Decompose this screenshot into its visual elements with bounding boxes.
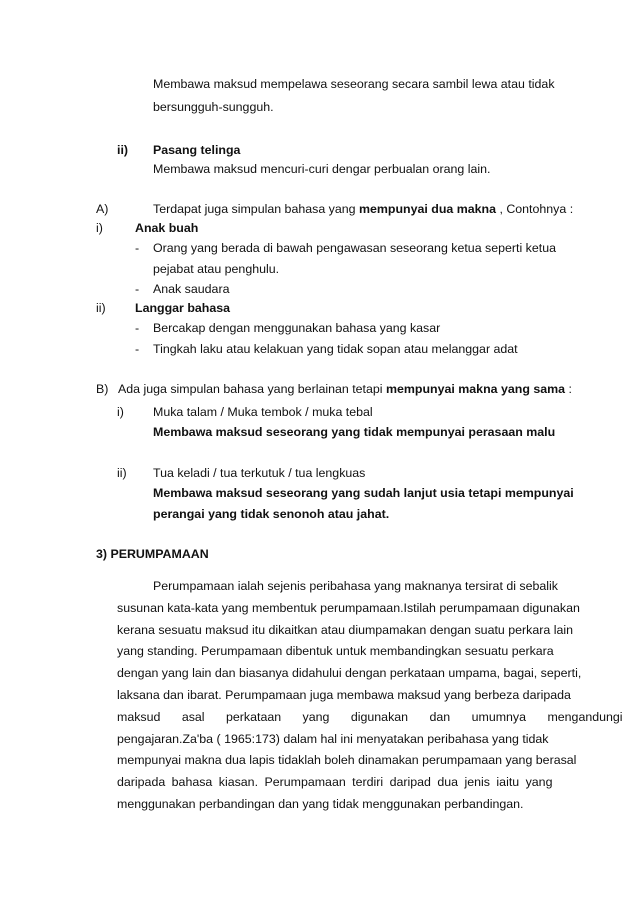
item-title: Muka talam / Muka tembok / muka tebal: [153, 405, 373, 419]
bullet-line: [153, 240, 559, 256]
paragraph-line: maksud asal perkataan yang digunakan dan umumnya mengandungi: [117, 710, 623, 724]
item-meaning: [153, 485, 574, 501]
bullet-line: Bercakap dengan menggunakan bahasa yang kasar: [153, 321, 441, 335]
bullet-line: pejabat atau penghulu.: [153, 262, 280, 276]
section-a-text: Terdapat juga simpulan bahasa yang: [153, 202, 359, 216]
item-marker: i): [117, 405, 124, 419]
paragraph-line: laksana dan ibarat. Perumpamaan juga membawa maksud yang berbeza daripada: [117, 688, 571, 702]
paragraph-line: daripada bahasa kiasan. Perumpamaan terdiri daripad dua jenis iaitu yang: [117, 775, 553, 789]
item-marker: i): [96, 221, 103, 235]
bullet-line: Anak saudara: [153, 282, 230, 296]
paragraph-line: susunan kata-kata yang membentuk perumpamaan.Istilah perumpamaan digunakan: [117, 601, 580, 615]
section-a-marker: A): [96, 202, 109, 216]
paragraph-text: Perumpamaan ialah sejenis peribahasa yang maknanya tersirat di sebalik: [153, 579, 558, 593]
item-meaning-text: Membawa maksud seseorang yang sudah lanjut usia tetapi mempunyai: [153, 486, 574, 500]
section-heading: 3) PERUMPAMAAN: [96, 547, 209, 561]
bullet-dash: -: [135, 321, 140, 335]
bullet-dash: -: [135, 241, 140, 255]
section-b-text-end: :: [565, 382, 572, 396]
paragraph-line: yang standing. Perumpamaan dibentuk untuk membandingkan sesuatu perkara: [117, 644, 554, 658]
intro-line-1: [153, 76, 559, 92]
paragraph-line: dengan yang lain dan biasanya didahului dengan perkataan umpama, bagai, seperti,: [117, 666, 582, 680]
item-title: Anak buah: [135, 221, 199, 235]
paragraph-line: pengajaran.Za'ba ( 1965:173) dalam hal ini menyatakan peribahasa yang tidak: [117, 732, 549, 746]
bullet-dash: -: [135, 342, 140, 356]
item-meaning: perangai yang tidak senonoh atau jahat.: [153, 507, 390, 521]
section-a-emphasis: mempunyai dua makna: [358, 202, 496, 216]
section-b-marker: B): [96, 382, 109, 396]
item-meaning: Membawa maksud seseorang yang tidak mempunyai perasaan malu: [153, 425, 556, 439]
section-b-emphasis: mempunyai makna yang sama: [385, 382, 566, 396]
item-title: Tua keladi / tua terkutuk / tua lengkuas: [153, 466, 366, 480]
paragraph-line: menggunakan perbandingan dan yang tidak menggunakan perbandingan.: [117, 797, 524, 811]
intro-text-1: Membawa maksud mempelawa seseorang secara sambil lewa atau tidak: [153, 77, 555, 91]
section-b-intro: [118, 381, 572, 397]
section-b-text: Ada juga simpulan bahasa yang berlainan tetapi: [118, 382, 386, 396]
item-marker: ii): [96, 301, 106, 315]
item-title: Pasang telinga: [153, 143, 241, 157]
paragraph-line: kerana sesuatu maksud itu dikaitkan atau diumpamakan dengan suatu perkara lain: [117, 623, 573, 637]
bullet-line: Tingkah laku atau kelakuan yang tidak sopan atau melanggar adat: [153, 342, 518, 356]
section-a-text-end: , Contohnya :: [496, 202, 574, 216]
item-title: Langgar bahasa: [135, 301, 231, 315]
bullet-text: Orang yang berada di bawah pengawasan seseorang ketua seperti ketua: [153, 241, 556, 255]
paragraph-line: mempunyai makna dua lapis tidaklah boleh dinamakan perumpamaan yang berasal: [117, 753, 577, 767]
paragraph-line: [153, 578, 559, 594]
intro-line-2: bersungguh-sungguh.: [153, 100, 274, 114]
bullet-dash: -: [135, 282, 140, 296]
item-marker: ii): [117, 466, 127, 480]
item-meaning: Membawa maksud mencuri-curi dengar perbualan orang lain.: [153, 162, 491, 176]
section-a-intro: [153, 201, 573, 217]
item-marker: ii): [117, 143, 129, 157]
